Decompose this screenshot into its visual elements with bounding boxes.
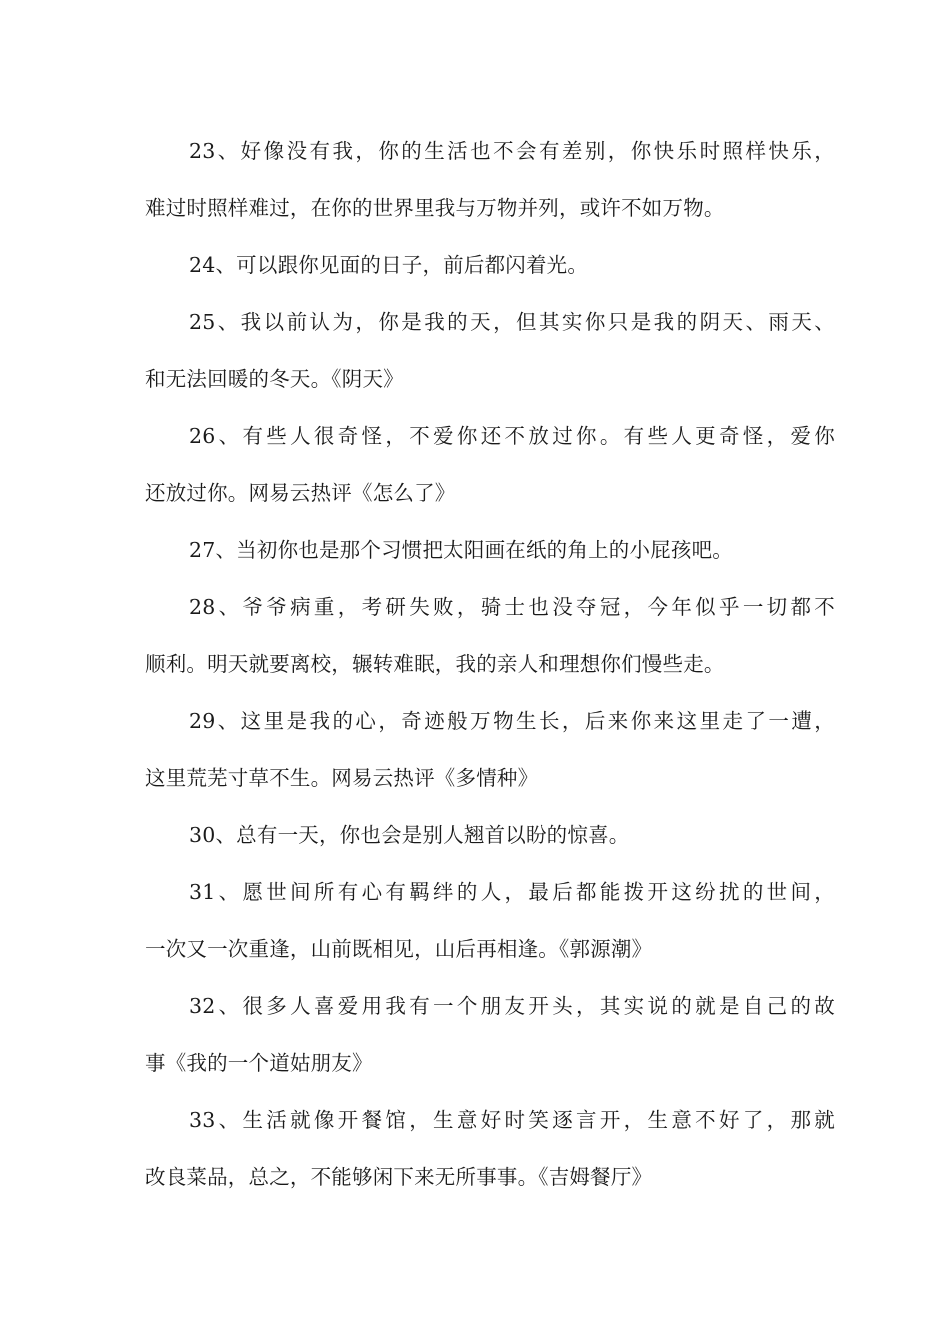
- paragraph-29-line-1: 29、这里是我的心，奇迹般万物生长，后来你来这里走了一遭，: [189, 709, 835, 733]
- paragraph-23-line-2: 难过时照样难过，在你的世界里我与万物并列，或许不如万物。: [145, 196, 725, 220]
- paragraph-23-line-1: 23、好像没有我，你的生活也不会有差别，你快乐时照样快乐，: [189, 139, 835, 163]
- paragraph-32-line-1: 32、很多人喜爱用我有一个朋友开头，其实说的就是自己的故: [189, 994, 835, 1018]
- paragraph-28-line-1: 28、爷爷病重，考研失败，骑士也没夺冠，今年似乎一切都不: [189, 595, 835, 619]
- paragraph-28-line-2: 顺利。明天就要离校，辗转难眠，我的亲人和理想你们慢些走。: [145, 652, 725, 676]
- paragraph-26-line-2: 还放过你。网易云热评《怎么了》: [145, 481, 456, 505]
- paragraph-30-line-1: 30、总有一天，你也会是别人翘首以盼的惊喜。: [189, 823, 630, 847]
- paragraph-29-line-2: 这里荒芜寸草不生。网易云热评《多情种》: [145, 766, 539, 790]
- paragraph-25-line-1: 25、我以前认为，你是我的天，但其实你只是我的阴天、雨天、: [189, 310, 835, 334]
- paragraph-26-line-1: 26、有些人很奇怪，不爱你还不放过你。有些人更奇怪，爱你: [189, 424, 835, 448]
- paragraph-27-line-1: 27、当初你也是那个习惯把太阳画在纸的角上的小屁孩吧。: [189, 538, 733, 562]
- paragraph-31-line-2: 一次又一次重逢，山前既相见，山后再相逢。《郭源潮》: [145, 937, 653, 961]
- paragraph-33-line-1: 33、生活就像开餐馆，生意好时笑逐言开，生意不好了，那就: [189, 1108, 835, 1132]
- paragraph-25-line-2: 和无法回暖的冬天。《阴天》: [145, 367, 404, 391]
- paragraph-31-line-1: 31、愿世间所有心有羁绊的人，最后都能拨开这纷扰的世间，: [189, 880, 835, 904]
- paragraph-33-line-2: 改良菜品，总之，不能够闲下来无所事事。《吉姆餐厅》: [145, 1165, 653, 1189]
- paragraph-32-line-2: 事《我的一个道姑朋友》: [145, 1051, 373, 1075]
- paragraph-24-line-1: 24、可以跟你见面的日子，前后都闪着光。: [189, 253, 589, 277]
